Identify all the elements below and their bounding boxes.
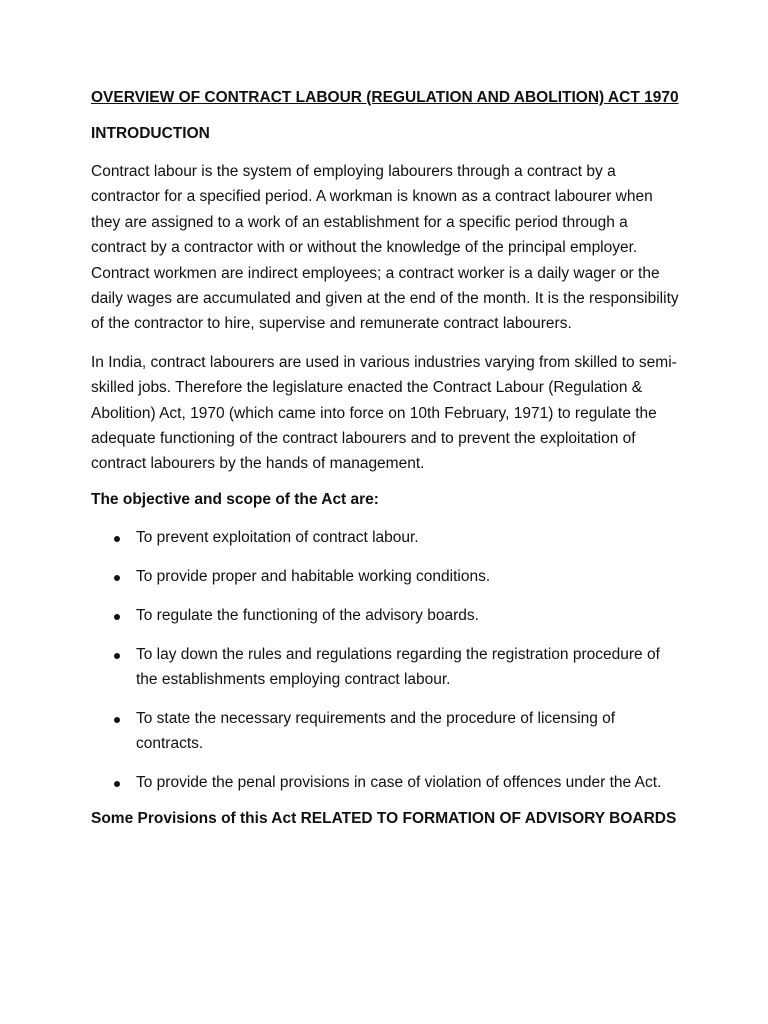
bullet-icon: [114, 717, 120, 723]
document-title: OVERVIEW OF CONTRACT LABOUR (REGULATION AND ABOLITION) ACT 1970: [91, 89, 679, 106]
intro-paragraph-2: In India, contract labourers are used in various industries varying from skilled to semi-skilled jobs. Therefore the legislature enacted the Contract Labour (Regulation & Abolition) Act, 1970 (which came into force on 10th February, 1971) to regulate the adequate functioning of the contract labourers and to prevent the exploitation of contract labourers by the hands of management.: [91, 353, 677, 473]
list-item: [91, 564, 681, 589]
list-item: [91, 642, 681, 693]
list-item-text: To provide the penal provisions in case of violation of offences under the Act.: [136, 774, 662, 792]
list-item: [91, 603, 681, 628]
introduction-heading: INTRODUCTION: [91, 125, 210, 142]
objectives-heading: The objective and scope of the Act are:: [91, 490, 379, 508]
bullet-icon: [114, 781, 120, 787]
intro-paragraph-1: Contract labour is the system of employing labourers through a contract by a contractor for a specified period. A workman is known as a contract labourer when they are assigned to a work of an establishment for a specific period through a contract by a contractor with or without the knowledge of the principal employer. Contract workmen are indirect employees; a contract worker is a daily wager or the daily wages are accumulated and given at the end of the month. It is the responsibility of the contractor to hire, supervise and remunerate contract labourers.: [91, 163, 679, 333]
bullet-icon: [114, 536, 120, 542]
bullet-icon: [114, 575, 120, 581]
list-item-text: To lay down the rules and regulations regarding the registration procedure of the establishments employing contract labour.: [136, 645, 660, 688]
bullet-icon: [114, 614, 120, 620]
document-page: [91, 88, 681, 829]
list-item: [91, 525, 681, 550]
list-item: [91, 770, 681, 795]
list-item: [91, 706, 681, 757]
list-item-text: To state the necessary requirements and the procedure of licensing of contracts.: [136, 709, 616, 753]
provisions-heading: Some Provisions of this Act RELATED TO FORMATION OF ADVISORY BOARDS: [91, 810, 677, 828]
list-item-text: To provide proper and habitable working conditions.: [136, 567, 491, 585]
list-item-text: To prevent exploitation of contract labour.: [136, 528, 419, 546]
bullet-icon: [114, 653, 120, 659]
list-item-text: To regulate the functioning of the advisory boards.: [136, 606, 479, 624]
objectives-list: [91, 525, 681, 796]
